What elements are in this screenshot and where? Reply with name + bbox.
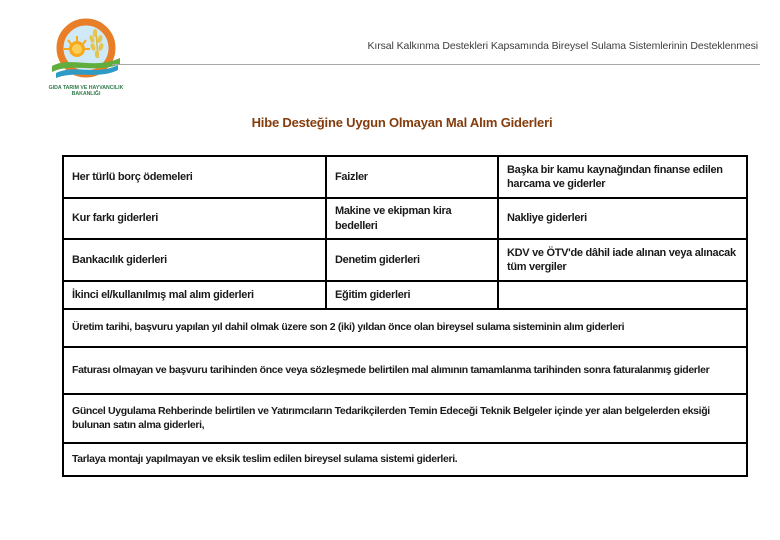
slide-header-text: Kırsal Kalkınma Destekleri Kapsamında Bireysel Sulama Sistemlerinin Desteklenmesi — [367, 40, 758, 52]
table-cell: Her türlü borç ödemeleri — [63, 156, 326, 198]
table-row — [63, 239, 747, 281]
table-row — [63, 198, 747, 239]
table-cell — [498, 281, 747, 309]
table-row — [63, 156, 747, 198]
ministry-logo — [48, 14, 124, 100]
table-cell: Faturası olmayan ve başvuru tarihinden önce veya sözleşmede belirtilen mal alımının tamamlanma tarihinden sonra faturalanmış giderler — [63, 347, 747, 394]
table-cell: Kur farkı giderleri — [63, 198, 326, 239]
table-cell: Eğitim giderleri — [326, 281, 498, 309]
table-cell: Başka bir kamu kaynağından finanse edilen harcama ve giderler — [498, 156, 747, 198]
logo-caption-line1: GIDA TARIM VE HAYVANCILIK — [48, 85, 124, 91]
table-row — [63, 394, 747, 443]
table-cell: Güncel Uygulama Rehberinde belirtilen ve Yatırımcıların Tedarikçilerden Temin Edeceği Teknik Belgeler içinde yer alan belgelerden eksiği bulunan satın alma giderleri, — [63, 394, 747, 443]
table-row — [63, 443, 747, 476]
ineligible-expenses-table — [62, 155, 748, 477]
table-cell: Bankacılık giderleri — [63, 239, 326, 281]
table-row — [63, 309, 747, 347]
sun-core — [72, 44, 82, 54]
ministry-logo-icon — [48, 14, 124, 100]
header-divider — [112, 64, 760, 65]
page-title: Hibe Desteğine Uygun Olmayan Mal Alım Giderleri — [251, 115, 553, 130]
table-cell: Makine ve ekipman kira bedelleri — [326, 198, 498, 239]
table-cell: Tarlaya montajı yapılmayan ve eksik teslim edilen bireysel sulama sistemi giderleri. — [63, 443, 747, 476]
logo-caption-line2: BAKANLIĞI — [71, 91, 101, 97]
table-row — [63, 281, 747, 309]
table-row — [63, 347, 747, 394]
table-cell: Faizler — [326, 156, 498, 198]
table-cell: Nakliye giderleri — [498, 198, 747, 239]
table-cell: İkinci el/kullanılmış mal alım giderleri — [63, 281, 326, 309]
table-cell: Üretim tarihi, başvuru yapılan yıl dahil olmak üzere son 2 (iki) yıldan önce olan bireysel sulama sisteminin alım giderleri — [63, 309, 747, 347]
table-cell: KDV ve ÖTV'de dâhil iade alınan veya alınacak tüm vergiler — [498, 239, 747, 281]
table-cell: Denetim giderleri — [326, 239, 498, 281]
